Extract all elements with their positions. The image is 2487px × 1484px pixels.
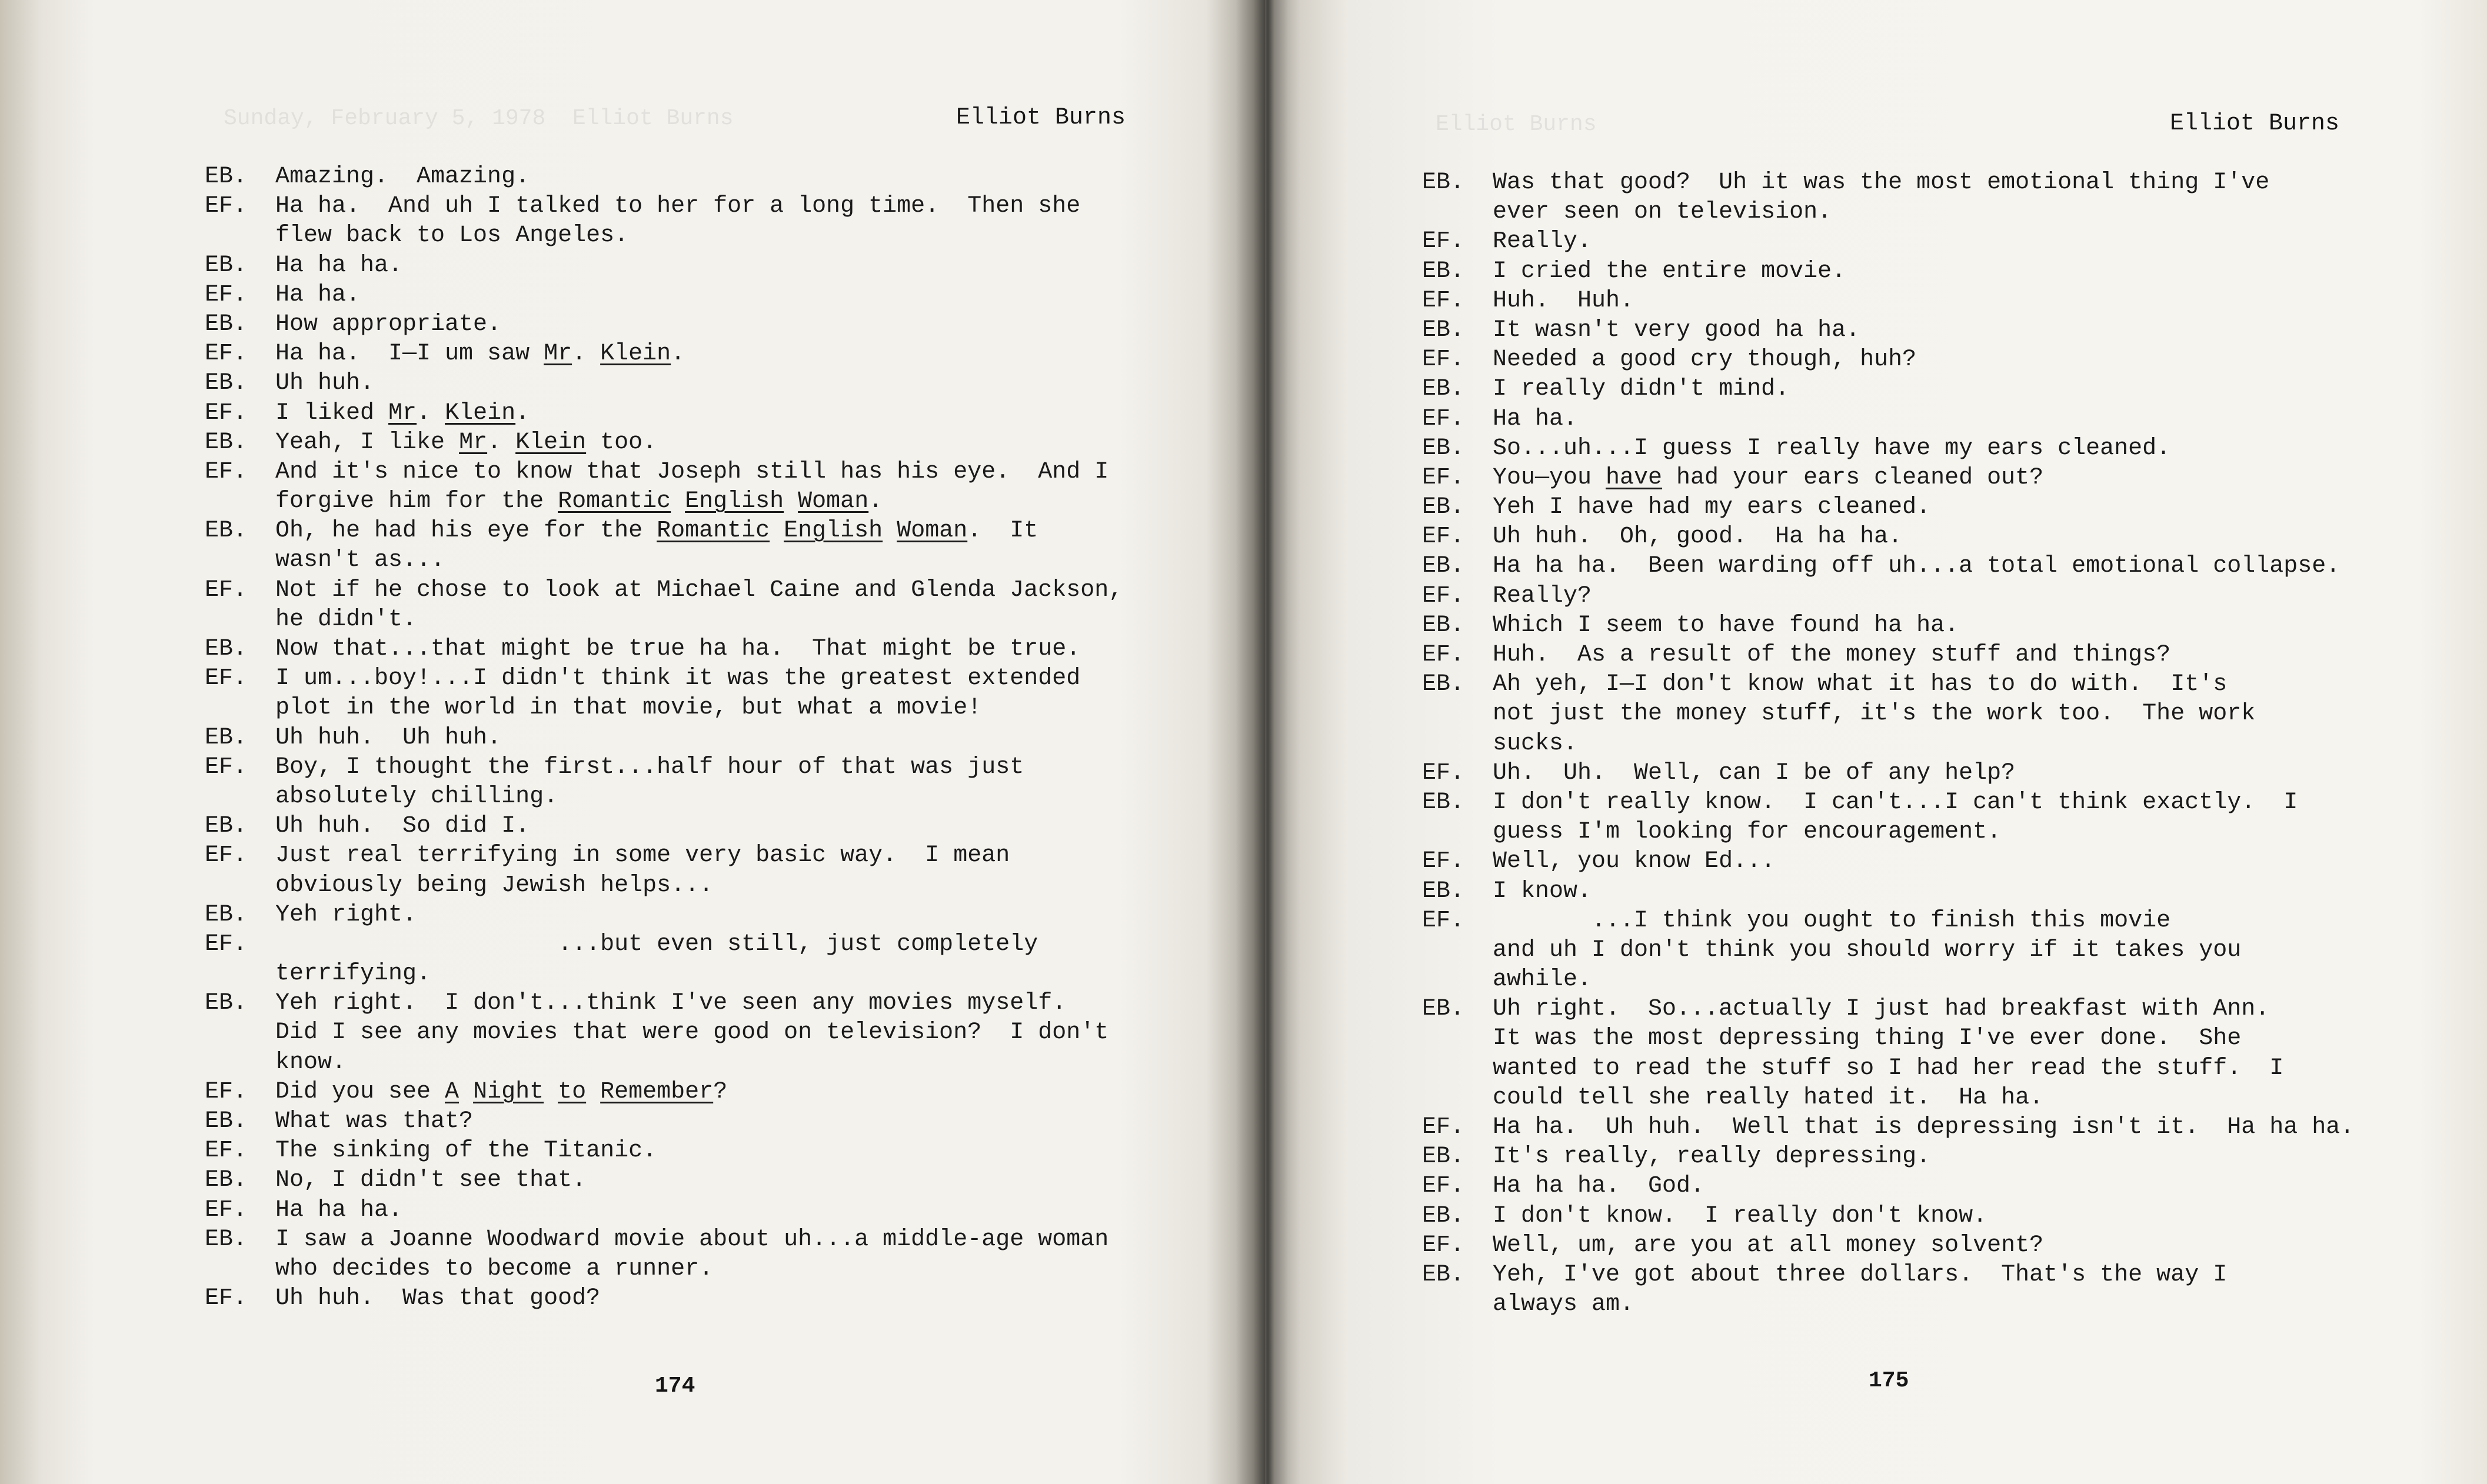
text-run: sucks.	[1493, 730, 1578, 757]
text-run: flew back to Los Angeles.	[275, 222, 629, 249]
line-text	[1493, 877, 1592, 906]
text-run: guess I'm looking for encouragement.	[1493, 819, 2002, 846]
speaker-label: EB.	[1422, 258, 1465, 285]
line-text	[275, 1078, 727, 1107]
speaker-label: EF.	[205, 399, 248, 426]
speaker-label: EB.	[205, 252, 248, 279]
text-run: Amazing. Amazing.	[275, 164, 530, 190]
line-text	[275, 1196, 402, 1225]
text-run	[883, 518, 897, 544]
text-run: ...I think you ought to finish this movie	[1493, 907, 2171, 934]
text-run: know.	[275, 1049, 347, 1076]
text-run: Uh huh. Was that good?	[275, 1285, 601, 1312]
text-run: Huh. Huh.	[1493, 287, 1634, 314]
text-run: I saw a Joanne Woodward movie about uh...a middle-age woman	[275, 1226, 1109, 1253]
underlined-title-word: English	[784, 518, 883, 545]
text-run: Ha ha.	[1493, 405, 1578, 432]
underlined-title-word: A	[445, 1078, 460, 1105]
line-text	[275, 487, 883, 516]
speaker-label: EB.	[205, 429, 248, 456]
speaker-label: EF.	[1422, 582, 1465, 609]
text-run: It was the most depressing thing I've ever done. She	[1493, 1025, 2242, 1052]
speaker-label: EB.	[1422, 671, 1465, 698]
text-run: I don't really know. I can't...I can't think exactly. I	[1493, 789, 2298, 816]
line-text	[275, 221, 628, 251]
text-run: Ah yeh, I—I don't know what it has to do with. It's	[1493, 671, 2228, 698]
line-text	[1493, 995, 2269, 1024]
line-text	[1493, 552, 2340, 581]
text-run: .	[572, 341, 601, 368]
underlined-title-word: have	[1606, 464, 1663, 491]
text-run: wanted to read the stuff so I had her read the stuff. I	[1493, 1055, 2284, 1082]
underlined-title-word: Klein	[515, 429, 587, 456]
line-text	[1493, 434, 2170, 463]
line-text	[1493, 493, 1930, 522]
text-run: terrifying.	[275, 961, 431, 988]
text-run: wasn't as...	[275, 547, 445, 574]
line-text	[275, 310, 501, 339]
line-text	[1493, 699, 2255, 729]
page-number: 175	[1869, 1368, 1909, 1393]
speaker-label: EB.	[1422, 789, 1465, 816]
speaker-label: EB.	[1422, 435, 1465, 462]
text-run: too.	[586, 429, 657, 456]
text-run: ?	[713, 1078, 728, 1105]
text-run: .	[515, 399, 530, 426]
text-run	[544, 1079, 558, 1105]
text-run: Ha ha ha.	[275, 1196, 403, 1223]
line-text	[275, 1048, 346, 1078]
text-run: Yeh right. I don't...think I've seen any movies myself.	[275, 990, 1067, 1017]
text-run: awhile.	[1493, 966, 1592, 993]
speaker-label: EF.	[1422, 759, 1465, 786]
text-run: Which I seem to have found ha ha.	[1493, 612, 1959, 639]
line-text	[1493, 168, 2269, 198]
line-text	[1493, 611, 1959, 641]
speaker-label: EF.	[205, 1196, 248, 1223]
speaker-label: EF.	[205, 193, 248, 220]
speaker-label: EF.	[205, 341, 248, 368]
text-run: could tell she really hated it. Ha ha.	[1493, 1084, 2044, 1111]
text-run: It wasn't very good ha ha.	[1493, 316, 1860, 344]
text-run: Was that good? Uh it was the most emotional thing I've	[1493, 169, 2270, 196]
line-text	[275, 901, 417, 930]
line-text	[275, 281, 360, 310]
line-text	[275, 1255, 713, 1284]
speaker-label: EF.	[1422, 1114, 1465, 1140]
line-text	[275, 1166, 586, 1195]
text-run: I um...boy!...I didn't think it was the greatest extended	[275, 665, 1081, 692]
line-text	[1493, 375, 1789, 404]
speaker-label: EB.	[1422, 169, 1465, 196]
speaker-label: EF.	[1422, 287, 1465, 314]
text-run: Huh. As a result of the money stuff and things?	[1493, 642, 2171, 668]
speaker-label: EF.	[205, 281, 248, 308]
speaker-label: EB.	[205, 990, 248, 1017]
line-text	[275, 930, 1038, 959]
underlined-title-word: Woman	[798, 488, 869, 515]
line-text	[275, 723, 501, 753]
text-run: .	[671, 341, 685, 368]
text-run: I really didn't mind.	[1493, 376, 1790, 403]
speaker-label: EF.	[1422, 405, 1465, 432]
line-text	[275, 516, 1038, 546]
speaker-label: EF.	[1422, 1232, 1465, 1259]
text-run: I liked	[275, 399, 389, 426]
line-text	[275, 871, 713, 901]
speaker-label: EB.	[205, 311, 248, 338]
speaker-label: EB.	[205, 370, 248, 397]
text-run: I cried the entire movie.	[1493, 258, 1846, 285]
page-number: 174	[655, 1373, 695, 1399]
underlined-title-word: Mr	[388, 399, 417, 426]
text-run	[784, 488, 798, 515]
text-run: Not if he chose to look at Michael Caine and Glenda Jackson,	[275, 576, 1123, 603]
line-text	[275, 693, 981, 723]
speaker-label: EF.	[1422, 1173, 1465, 1200]
line-text	[1493, 641, 2170, 670]
speaker-label: EF.	[205, 665, 248, 692]
speaker-label: EB.	[1422, 612, 1465, 639]
line-text	[275, 1284, 600, 1313]
line-text	[1493, 286, 1634, 316]
speaker-label: EF.	[1422, 523, 1465, 551]
text-run: Ha ha. And uh I talked to her for a long time. Then she	[275, 193, 1081, 220]
speaker-label: EF.	[1422, 346, 1465, 373]
line-text	[275, 841, 1010, 871]
text-run: forgive him for the	[275, 488, 558, 515]
text-run	[459, 1079, 473, 1105]
speaker-label: EF.	[205, 458, 248, 485]
speaker-label: EB.	[1422, 1143, 1465, 1170]
underlined-title-word: English	[685, 488, 784, 515]
line-text	[275, 546, 445, 575]
speaker-label: EB.	[1422, 376, 1465, 403]
line-text	[275, 605, 417, 635]
line-text	[1493, 1172, 1704, 1201]
line-text	[1493, 257, 1846, 286]
underlined-title-word: Woman	[897, 518, 968, 545]
line-text	[275, 369, 374, 398]
text-run: Did you see	[275, 1078, 445, 1105]
speaker-label: EB.	[205, 724, 248, 751]
line-text	[1493, 1202, 1987, 1231]
text-run: he didn't.	[275, 606, 417, 633]
text-run: Ha ha ha. God.	[1493, 1173, 1705, 1200]
text-run: .	[868, 488, 883, 515]
text-run: absolutely chilling.	[275, 783, 558, 810]
line-text	[1493, 965, 1592, 995]
text-run: had your ears cleaned out?	[1662, 464, 2044, 491]
text-run: Boy, I thought the first...half hour of that was just	[275, 753, 1024, 781]
text-run: not just the money stuff, it's the work too. The work	[1493, 701, 2256, 728]
speaker-label: EB.	[1422, 878, 1465, 905]
text-run: Ha ha ha. Been warding off uh...a total emotional collapse.	[1493, 553, 2340, 580]
line-text	[1493, 463, 2043, 493]
text-run: I know.	[1493, 878, 1592, 905]
line-text	[1493, 818, 2001, 847]
speaker-label: EF.	[1422, 228, 1465, 255]
line-text	[275, 458, 1108, 487]
text-run: Well, you know Ed...	[1493, 848, 1776, 875]
underlined-title-word: Mr	[544, 341, 572, 368]
line-text	[275, 1018, 1108, 1048]
speaker-label: EB.	[1422, 553, 1465, 580]
speaker-label: EF.	[205, 1078, 248, 1105]
line-text	[275, 989, 1066, 1018]
speaker-label: EB.	[1422, 316, 1465, 344]
text-run: No, I didn't see that.	[275, 1167, 587, 1194]
text-run: Now that...that might be true ha ha. That might be true.	[275, 636, 1081, 662]
line-text	[1493, 670, 2227, 699]
speaker-label: EB.	[1422, 1202, 1465, 1229]
text-run: And it's nice to know that Joseph still has his eye. And I	[275, 458, 1109, 485]
speaker-label: EF.	[1422, 848, 1465, 875]
text-run: ...but even still, just completely	[275, 931, 1038, 958]
speaker-label: EB.	[205, 164, 248, 190]
underlined-title-word: Mr	[459, 429, 488, 456]
text-run: Ha ha. Uh huh. Well that is depressing isn't it. Ha ha ha.	[1493, 1114, 2355, 1140]
line-text	[275, 635, 1080, 664]
speaker-label: EB.	[205, 518, 248, 545]
text-run: Yeh, I've got about three dollars. That's the way I	[1493, 1261, 2228, 1288]
text-run: . It	[967, 518, 1038, 545]
line-text	[1493, 1113, 2354, 1142]
text-run: Really?	[1493, 582, 1592, 609]
line-text	[1493, 316, 1860, 345]
speaker-label: EB.	[205, 813, 248, 840]
speaker-label: EB.	[205, 1226, 248, 1253]
line-text	[275, 1225, 1108, 1255]
line-text	[1493, 1231, 2043, 1260]
text-run: So...uh...I guess I really have my ears cleaned.	[1493, 435, 2171, 462]
text-run: Uh huh. Uh huh.	[275, 724, 502, 751]
speaker-label: EF.	[1422, 642, 1465, 668]
speaker-label: EB.	[1422, 1261, 1465, 1288]
running-head: Elliot Burns	[956, 105, 1126, 131]
line-text	[275, 812, 530, 841]
line-text	[1493, 1024, 2241, 1053]
line-text	[275, 428, 657, 458]
text-run: and uh I don't think you should worry if it takes you	[1493, 936, 2242, 963]
text-run: Uh huh.	[275, 370, 375, 397]
text-run: Ha ha. I—I um saw	[275, 341, 544, 368]
speaker-label: EF.	[205, 931, 248, 958]
underlined-title-word: Remember	[600, 1078, 714, 1105]
text-run: Did I see any movies that were good on television? I don't	[275, 1019, 1109, 1046]
text-run: It's really, really depressing.	[1493, 1143, 1931, 1170]
text-run: Just real terrifying in some very basic way. I mean	[275, 842, 1010, 869]
line-text	[275, 664, 1080, 693]
line-text	[275, 782, 558, 812]
line-text	[1493, 729, 1577, 759]
speaker-label: EF.	[205, 1285, 248, 1312]
line-text	[275, 192, 1080, 221]
line-text	[1493, 227, 1592, 256]
line-text	[275, 339, 685, 369]
line-text	[1493, 345, 1916, 375]
text-run: What was that?	[275, 1108, 474, 1135]
text-run: Needed a good cry though, huh?	[1493, 346, 1917, 373]
line-text	[275, 959, 431, 989]
line-text	[275, 1107, 473, 1136]
text-run: The sinking of the Titanic.	[275, 1138, 657, 1165]
text-run: ever seen on television.	[1493, 199, 1832, 226]
line-text	[1493, 788, 2298, 818]
speaker-label: EB.	[205, 901, 248, 928]
speaker-label: EF.	[205, 576, 248, 603]
text-run: Yeah, I like	[275, 429, 460, 456]
text-run: Well, um, are you at all money solvent?	[1493, 1232, 2044, 1259]
text-run: .	[417, 399, 445, 426]
bleed-through-text: Sunday, February 5, 1978 Elliot Burns	[224, 106, 734, 131]
speaker-label: EB.	[1422, 494, 1465, 521]
line-text	[1493, 1142, 1930, 1172]
right-page	[1265, 0, 2487, 1484]
text-run: Ha ha.	[275, 281, 361, 308]
speaker-label: EF.	[1422, 907, 1465, 934]
line-text	[1493, 1054, 2283, 1083]
line-text	[275, 576, 1123, 605]
text-run: Ha ha ha.	[275, 252, 403, 279]
text-run: obviously being Jewish helps...	[275, 872, 714, 899]
speaker-label: EB.	[205, 636, 248, 662]
text-run: I don't know. I really don't know.	[1493, 1202, 1987, 1229]
text-run	[770, 518, 784, 544]
speaker-label: EF.	[205, 753, 248, 781]
running-head: Elliot Burns	[2170, 111, 2340, 137]
line-text	[1493, 405, 1577, 434]
text-run	[586, 1079, 600, 1105]
line-text	[275, 399, 530, 428]
underlined-title-word: to	[558, 1078, 587, 1105]
text-run: Uh right. So...actually I just had breakfast with Ann.	[1493, 996, 2270, 1023]
speaker-label: EF.	[1422, 464, 1465, 491]
line-text	[1493, 906, 2170, 936]
underlined-title-word: Romantic	[558, 488, 671, 515]
line-text	[275, 251, 402, 281]
text-run: who decides to become a runner.	[275, 1255, 714, 1282]
speaker-label: EB.	[1422, 996, 1465, 1023]
text-run: Yeh I have had my ears cleaned.	[1493, 494, 1931, 521]
line-text	[1493, 198, 1832, 227]
speaker-label: EF.	[205, 1138, 248, 1165]
line-text	[1493, 1290, 1634, 1319]
speaker-label: EB.	[205, 1108, 248, 1135]
line-text	[275, 1136, 657, 1166]
text-run: Uh huh. Oh, good. Ha ha ha.	[1493, 523, 1903, 551]
underlined-title-word: Night	[473, 1078, 544, 1105]
line-text	[1493, 936, 2241, 965]
line-text	[1493, 847, 1775, 876]
text-run: Uh huh. So did I.	[275, 813, 530, 840]
speaker-label: EB.	[205, 1167, 248, 1194]
line-text	[275, 162, 530, 192]
text-run: Yeh right.	[275, 901, 417, 928]
line-text	[1493, 759, 2015, 788]
text-run: Uh. Uh. Well, can I be of any help?	[1493, 759, 2016, 786]
text-run	[671, 488, 685, 515]
text-run: You—you	[1493, 464, 1606, 491]
text-run: always am.	[1493, 1291, 1634, 1318]
text-run: Really.	[1493, 228, 1592, 255]
speaker-label: EF.	[205, 842, 248, 869]
text-run: Oh, he had his eye for the	[275, 518, 657, 545]
underlined-title-word: Romantic	[657, 518, 770, 545]
underlined-title-word: Klein	[445, 399, 516, 426]
bleed-through-text: Elliot Burns	[1436, 112, 1597, 137]
text-run: plot in the world in that movie, but what a movie!	[275, 695, 982, 722]
line-text	[1493, 522, 1902, 552]
line-text	[1493, 1083, 2043, 1113]
text-run: How appropriate.	[275, 311, 502, 338]
underlined-title-word: Klein	[600, 341, 671, 368]
text-run: .	[487, 429, 516, 456]
line-text	[1493, 582, 1592, 611]
line-text	[1493, 1260, 2227, 1290]
line-text	[275, 753, 1024, 782]
